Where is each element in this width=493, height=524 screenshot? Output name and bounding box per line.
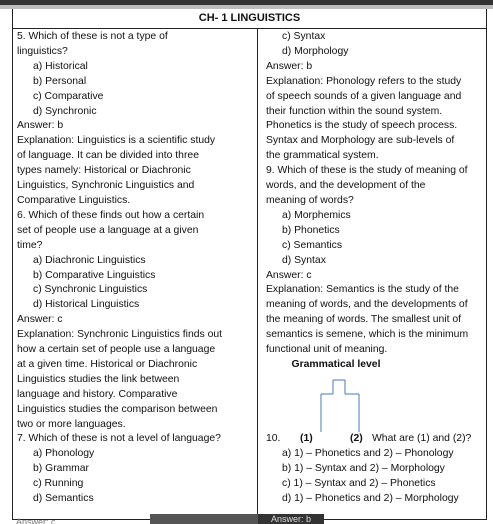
q6-explanation-line: how a certain set of people use a language <box>17 344 216 356</box>
q7-answer-cut: Answer: c <box>16 518 56 524</box>
q10-option-b: b) 1) – Syntax and 2) – Morphology <box>282 462 445 474</box>
q6-answer: Answer: c <box>17 314 63 326</box>
question-9-cont: meaning of words? <box>266 194 354 206</box>
question-6-cont: time? <box>17 239 43 251</box>
question-7: 7. Which of these is not a level of language? <box>17 433 221 445</box>
document-page <box>12 9 487 520</box>
q7-option-b: b) Grammar <box>33 463 89 475</box>
q6-explanation-line: Linguistics studies the link between <box>17 373 180 385</box>
q8-explanation-line: their function within the sound system. <box>266 105 443 117</box>
q6-option-b: b) Comparative Linguistics <box>33 269 156 281</box>
q6-option-d: d) Historical Linguistics <box>33 299 140 311</box>
q7-option-a: a) Phonology <box>33 448 95 460</box>
left-column <box>17 30 253 507</box>
q10-text: What are (1) and (2)? <box>372 432 472 444</box>
q5-option-a: a) Historical <box>33 60 88 72</box>
q8-answer: Answer: b <box>266 60 313 72</box>
q6-explanation-line: two or more languages. <box>17 418 126 430</box>
q10-option-c: c) 1) – Syntax and 2) – Phonetics <box>282 477 436 489</box>
q5-option-b: b) Personal <box>33 75 87 87</box>
question-5: 5. Which of these is not a type of <box>17 31 168 42</box>
q6-explanation-line: Linguistics studies the comparison between <box>17 403 218 415</box>
q5-option-d: d) Synchronic <box>33 105 97 117</box>
page-title: CH- 1 LINGUISTICS <box>13 9 486 29</box>
question-10 <box>266 432 486 447</box>
grammatical-level-diagram <box>266 358 486 432</box>
q5-explanation-line: Explanation: Linguistics is a scientific study <box>17 135 216 147</box>
q8-explanation-line: the grammatical system. <box>266 150 379 162</box>
q9-explanation-line: the meaning of words. The smallest unit of <box>266 314 462 326</box>
q7-option-c: c) Running <box>33 478 84 490</box>
q5-explanation-line: types namely: Historical or Diachronic <box>17 165 191 177</box>
q7-option-d: d) Semantics <box>33 493 94 505</box>
q9-explanation-line: functional unit of meaning. <box>266 344 388 356</box>
q8-option-c: c) Syntax <box>282 31 326 42</box>
q6-explanation-line: language and history. Comparative <box>17 388 178 400</box>
question-5-cont: linguistics? <box>17 45 68 57</box>
q6-explanation-line: at a given time. Historical or Diachronic <box>17 358 198 370</box>
diagram-connectors <box>266 358 486 432</box>
q6-option-c: c) Synchronic Linguistics <box>33 284 148 296</box>
q9-option-d: d) Syntax <box>282 254 326 266</box>
q9-option-c: c) Semantics <box>282 239 343 251</box>
q9-option-b: b) Phonetics <box>282 224 340 236</box>
q6-option-a: a) Diachronic Linguistics <box>33 254 146 266</box>
q9-explanation-line: semantics is semene, which is the minimum <box>266 329 469 341</box>
q10-blank-2: (2) <box>350 432 363 444</box>
q10-number: 10. <box>266 432 281 444</box>
question-9-cont: words, and the development of the <box>266 180 426 192</box>
q9-explanation-line: Explanation: Semantics is the study of the <box>266 284 459 296</box>
diagram-label: Grammatical level <box>291 358 381 370</box>
q10-option-d: d) 1) – Phonetics and 2) – Morphology <box>282 492 459 504</box>
column-divider <box>257 28 258 519</box>
q8-explanation-line: Syntax and Morphology are sub-levels of <box>266 135 455 147</box>
bottom-overlay <box>150 514 270 524</box>
q5-explanation-line: Comparative Linguistics. <box>17 194 131 206</box>
q8-explanation-line: Phonetics is the study of speech process. <box>266 120 458 132</box>
q10-option-a: a) 1) – Phonetics and 2) – Phonology <box>282 447 454 459</box>
right-column <box>266 30 486 507</box>
top-bar <box>0 0 493 9</box>
q5-option-c: c) Comparative <box>33 90 104 102</box>
q9-answer: Answer: c <box>266 269 312 281</box>
q8-explanation-line: of speech sounds of a given language and <box>266 90 462 102</box>
q5-answer: Answer: b <box>17 120 64 132</box>
q5-explanation-line: of language. It can be divided into three <box>17 150 199 162</box>
question-9: 9. Which of these is the study of meaning of <box>266 165 468 177</box>
q6-explanation-line: Explanation: Synchronic Linguistics finds out <box>17 329 223 341</box>
q5-explanation-line: Linguistics, Synchronic Linguistics and <box>17 180 195 192</box>
question-6: 6. Which of these finds out how a certain <box>17 209 205 221</box>
q9-option-a: a) Morphemics <box>282 209 351 221</box>
question-6-cont: set of people use a language at a given <box>17 224 199 236</box>
q8-option-d: d) Morphology <box>282 45 349 57</box>
q10-answer-cut: Answer: b <box>258 514 324 524</box>
q10-blank-1: (1) <box>300 432 313 444</box>
q8-explanation-line: Explanation: Phonology refers to the study <box>266 75 462 87</box>
q9-explanation-line: meaning of words, and the developments of <box>266 299 468 311</box>
